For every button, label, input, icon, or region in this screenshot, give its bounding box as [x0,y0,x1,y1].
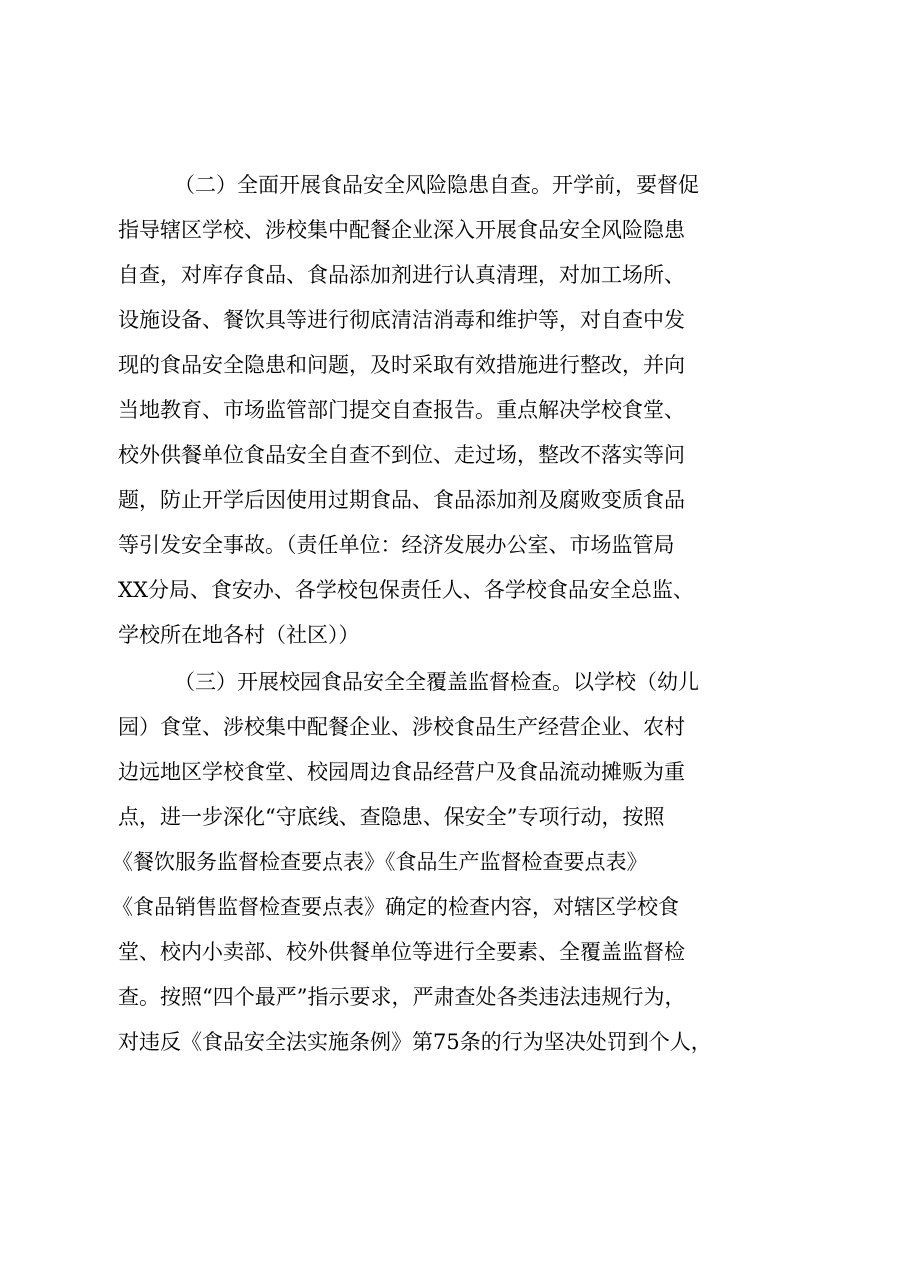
line-text: 设施设备、餐饮具等进行彻底清洁消毒和维护等，对自查中发 [118,308,685,332]
text-line [0,1022,909,1062]
text-line [0,570,909,610]
text-line [0,300,909,340]
line-text: 自查，对库存食品、食品添加剂进行认真清理，对加工场所、 [118,263,685,287]
line-text: 学校所在地各村（社区）） [118,623,360,647]
line-text: XX分局、食安办、各学校包保责任人、各学校食品安全总监、 [118,578,694,602]
text-line [0,707,909,747]
line-text: 指导辖区学校、涉校集中配餐企业深入开展食品安全风险隐患 [118,218,685,242]
text-line [0,662,909,702]
text-line [0,797,909,837]
line-text: 《食品销售监督检查要点表》确定的检查内容，对辖区学校食 [112,895,679,919]
text-line [0,480,909,520]
line-text: 点，进一步深化“守底线、查隐患、保安全”专项行动，按照 [118,805,665,829]
text-line [0,887,909,927]
text-line [0,390,909,430]
text-line [0,210,909,250]
line-text: 边远地区学校食堂、校园周边食品经营户及食品流动摊贩为重 [118,760,685,784]
line-text: 园）食堂、涉校集中配餐企业、涉校食品生产经营企业、农村 [118,715,685,739]
line-text: 当地教育、市场监管部门提交自查报告。重点解决学校食堂、 [118,398,685,422]
text-line [0,525,909,565]
line-text: 对违反《食品安全法实施条例》第75条的行为坚决处罚到个人， [118,1030,712,1054]
text-line [0,255,909,295]
text-line [0,435,909,475]
line-text: 《餐饮服务监督检查要点表》《食品生产监督检查要点表》 [112,850,648,874]
text-line [0,165,909,205]
text-line [0,977,909,1017]
line-text: （三）开展校园食品安全全覆盖监督检查。以学校（幼儿 [174,670,699,694]
text-line [0,842,909,882]
line-text: 查。按照“四个最严”指示要求，严肃查处各类违法违规行为， [118,985,686,1009]
line-text: 现的食品安全隐患和问题，及时采取有效措施进行整改，并向 [118,353,685,377]
text-line [0,615,909,655]
text-line [0,752,909,792]
line-text: （二）全面开展食品安全风险隐患自查。开学前，要督促 [174,173,699,197]
line-text: 题，防止开学后因使用过期食品、食品添加剂及腐败变质食品 [118,488,685,512]
line-text: 等引发安全事故。（责任单位：经济发展办公室、市场监管局 [118,533,675,557]
text-line [0,932,909,972]
line-text: 校外供餐单位食品安全自查不到位、走过场，整改不落实等问 [118,443,685,467]
line-text: 堂、校内小卖部、校外供餐单位等进行全要素、全覆盖监督检 [118,940,685,964]
text-line [0,345,909,385]
